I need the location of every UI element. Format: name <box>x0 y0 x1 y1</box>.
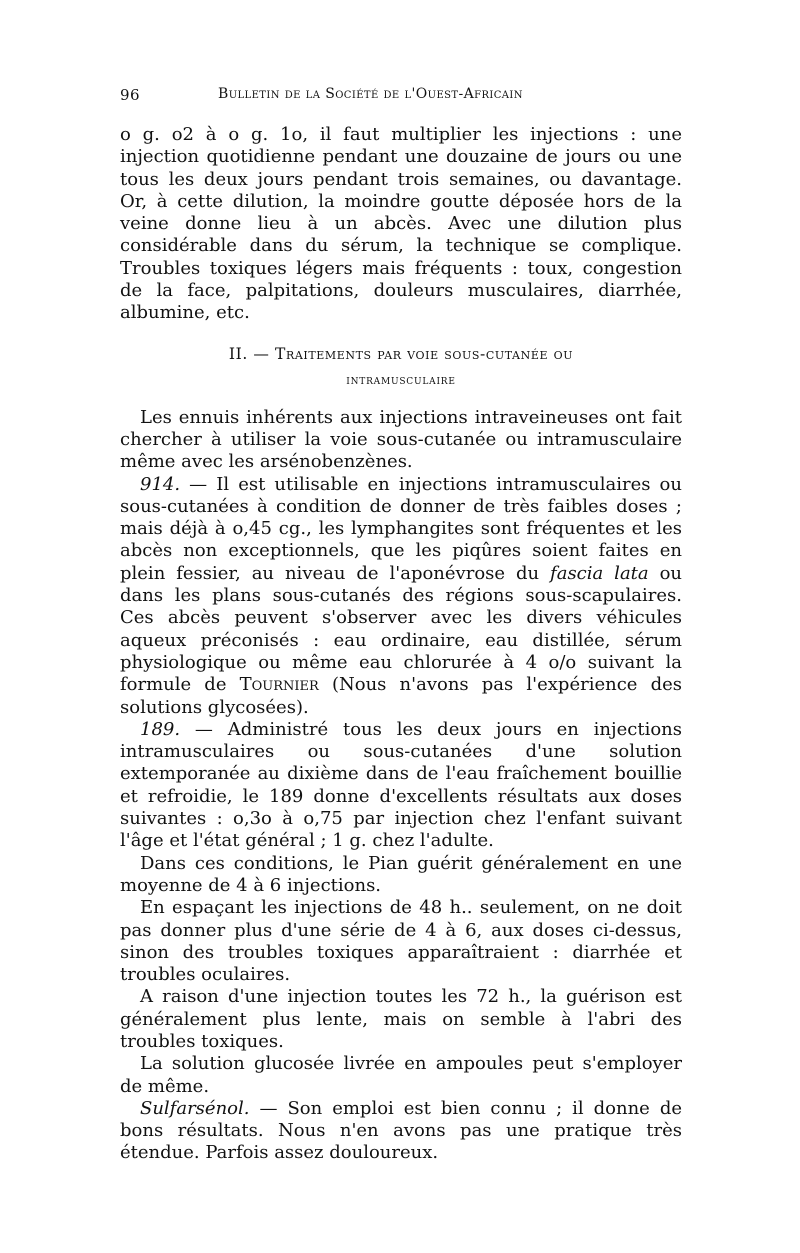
paragraph-raison: A raison d'une injection toutes les 72 h., la guérison est généralement plus lente, mais on semble à l'abri des troubles toxiques. <box>120 986 682 1052</box>
fascia-lata-term: fascia lata <box>550 562 649 584</box>
paragraph-sulfarsenol-text: — Son emploi est bien connu ; il donne de bons résultats. Nous n'en avons pas une pratique très étendue. Parfois assez douloureux. <box>120 1097 682 1164</box>
paragraph-914 <box>120 474 682 719</box>
paragraph-ennuis: Les ennuis inhérents aux injections intraveineuses ont fait chercher à utiliser la voie sous-cutanée ou intramusculaire même avec les arsénobenzènes. <box>120 406 682 473</box>
section-heading <box>120 341 682 393</box>
section-heading-line1: II. — Traitements par voie sous-cutanée ou <box>228 344 574 363</box>
paragraph-glucose: La solution glucosée livrée en ampoules peut s'employer de même. <box>120 1053 682 1097</box>
paragraph-intro: o g. o2 à o g. 1o, il faut multiplier les injections : une injection quotidienne pendant une douzaine de jours ou une tous les deux jours pendant trois semaines, ou davantage. Or, à cette dilution, la moindre goutte déposée hors de la veine donne lieu à un abcès. Avec une dilution plus considérable dans du sérum, la technique se complique. Troubles toxiques légers mais fréquents : toux, congestion de la face, palpitations, douleurs musculaires, diarrhée, albumine, etc. <box>120 124 682 324</box>
paragraph-sulfarsenol <box>120 1098 682 1165</box>
drug-label-189: 189. <box>140 718 181 740</box>
paragraph-914-text-c: (Nous n'avons pas l'expérience des solutions glycosées). <box>120 674 682 718</box>
paragraph-189 <box>120 719 682 853</box>
section-heading-line2: intramusculaire <box>346 371 456 387</box>
paragraph-espacant: En espaçant les injections de 48 h.. seulement, on ne doit pas donner plus d'une série de 4 à 6, aux doses ci-dessus, sinon des troubles toxiques apparaîtraient : diarrhée et troubles oculaires. <box>120 897 682 986</box>
drug-label-914: 914. <box>140 473 181 495</box>
page-header <box>120 86 682 110</box>
paragraph-914-text-a: — Il est utilisable en injections intramusculaires ou sous-cutanées à condition de donner de très faibles doses ; mais déjà à o,45 cg., les lymphangites sont fréquentes et les abcès non exceptionnels, que les piqûres soient faites en plein fessier, au niveau de l'aponévrose du <box>120 473 682 584</box>
author-tournier: Tournier <box>239 674 319 696</box>
running-title: Bulletin de la Société de l'Ouest-Africain <box>218 86 523 102</box>
paragraph-914-text-b: ou dans les plans sous-cutanés des régions sous-scapulaires. Ces abcès peuvent s'observer avec les divers véhicules aqueux préconisés : eau ordinaire, eau distillée, sérum physiologique ou même eau chlorurée à 4 o/o suivant la formule de <box>120 562 683 696</box>
page-number: 96 <box>120 86 140 104</box>
body-text <box>120 124 682 1165</box>
drug-label-sulfarsenol: Sulfarsénol. <box>140 1097 250 1119</box>
paragraph-189-text: — Administré tous les deux jours en injections intramusculaires ou sous-cutanées d'une solution extemporanée au dixième dans de l'eau fraîchement bouillie et refroidie, le 189 donne d'excellents résultats aux doses suivantes : o,3o à o,75 par injection chez l'enfant suivant l'âge et l'état général ; 1 g. chez l'adulte. <box>120 718 682 852</box>
paragraph-conditions: Dans ces conditions, le Pian guérit généralement en une moyenne de 4 à 6 injections. <box>120 852 682 896</box>
